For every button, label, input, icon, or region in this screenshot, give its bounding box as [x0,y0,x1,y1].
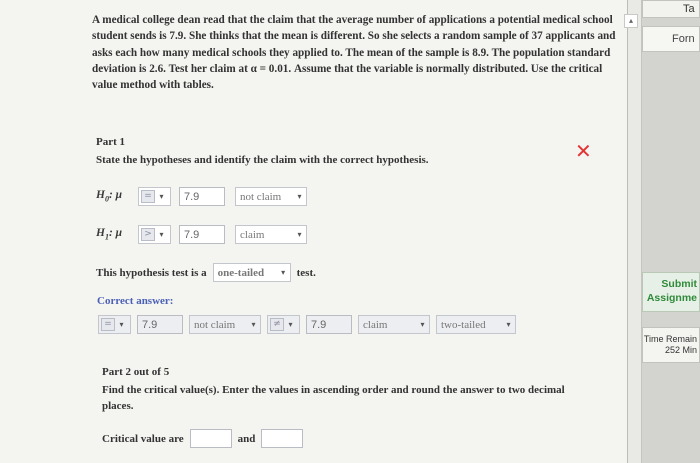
critical-value-label: Critical value are [102,432,184,445]
h0-operator-select[interactable] [138,187,171,206]
correct-h0-value: 7.9 [137,315,183,334]
operator-symbol: = [141,190,155,203]
time-remaining-panel [642,327,700,363]
card-scroll-strip [628,0,642,463]
h0-row [96,187,307,206]
operator-symbol: > [141,228,155,241]
operator-symbol: ≠ [270,318,284,331]
operator-symbol: = [101,318,115,331]
part2-label: Part 2 out of 5 [102,366,170,378]
critical-value-2-input[interactable] [261,429,303,448]
chevron-down-icon: ▾ [288,320,293,329]
chevron-down-icon: ▾ [119,320,124,329]
critical-value-1-input[interactable] [190,429,232,448]
chevron-down-icon: ▾ [159,230,164,239]
critical-value-row [102,429,303,448]
test-prefix: This hypothesis test is a [96,266,207,279]
correct-h1-value: 7.9 [306,315,352,334]
test-suffix: test. [296,266,316,279]
submit-assignment-button[interactable] [642,272,700,312]
correct-h1-claim-value: claim [363,318,388,331]
correct-h0-operator [98,315,131,334]
correct-test-type-value: two-tailed [441,318,486,331]
h0-value-input[interactable]: 7.9 [179,187,225,206]
h1-row [96,225,307,244]
chevron-down-icon: ▾ [281,268,286,277]
submit-line1: Submit [661,278,697,290]
correct-answer-row [98,315,516,334]
h1-claim-value: claim [240,228,265,241]
time-line2: 252 Min [664,345,697,355]
correct-h0-claim-value: not claim [194,318,236,331]
sidebar-tab[interactable]: Ta [642,0,700,18]
and-label: and [237,432,256,445]
h1-value-input[interactable]: 7.9 [179,225,225,244]
correct-h0-claim [189,315,261,334]
wrong-x-icon: ✕ [575,139,592,163]
time-line1: Time Remain [643,334,697,344]
problem-statement: A medical college dean read that the claim that the average number of applications a potential medical school student sends is 7.9. She thinks that the mean is different. So she selects a random sample of 37 applicants and asks each how many medical schools they applied to. The mean of the sample is 8.9. The population standard deviation is 2.6. Test her claim at α = 0.01. Assume that the variable is normally distributed. Use the critical value method with tables. [92,14,616,92]
test-type-line [96,263,316,282]
chevron-down-icon: ▾ [297,192,302,201]
chevron-down-icon: ▾ [297,230,302,239]
part2-prompt: Find the critical value(s). Enter the values in ascending order and round the answer to two decimal places. [102,384,565,412]
correct-answer-label: Correct answer: [97,295,174,307]
correct-h1-operator [267,315,300,334]
h1-operator-select[interactable] [138,225,171,244]
h0-claim-select[interactable] [235,187,307,206]
sidebar-form-button[interactable]: Forn [642,26,700,52]
chevron-down-icon: ▾ [159,192,164,201]
collapse-arrow-icon[interactable]: ▴ [624,14,638,28]
correct-h1-claim [358,315,430,334]
correct-test-type [436,315,516,334]
h0-claim-value: not claim [240,190,282,203]
chevron-down-icon: ▾ [251,320,256,329]
test-type-value: one-tailed [217,266,265,279]
submit-line2: Assignme [646,292,697,304]
h1-claim-select[interactable] [235,225,307,244]
chevron-down-icon: ▾ [420,320,425,329]
part1-label: Part 1 [96,136,126,148]
h1-label: $H_1$: μ [96,227,123,242]
part1-prompt: State the hypotheses and identify the claim with the correct hypothesis. [96,154,429,166]
test-type-select[interactable] [213,263,291,282]
right-sidebar [642,0,700,463]
chevron-down-icon: ▾ [506,320,511,329]
h0-label: $H_0$: μ [96,189,123,204]
